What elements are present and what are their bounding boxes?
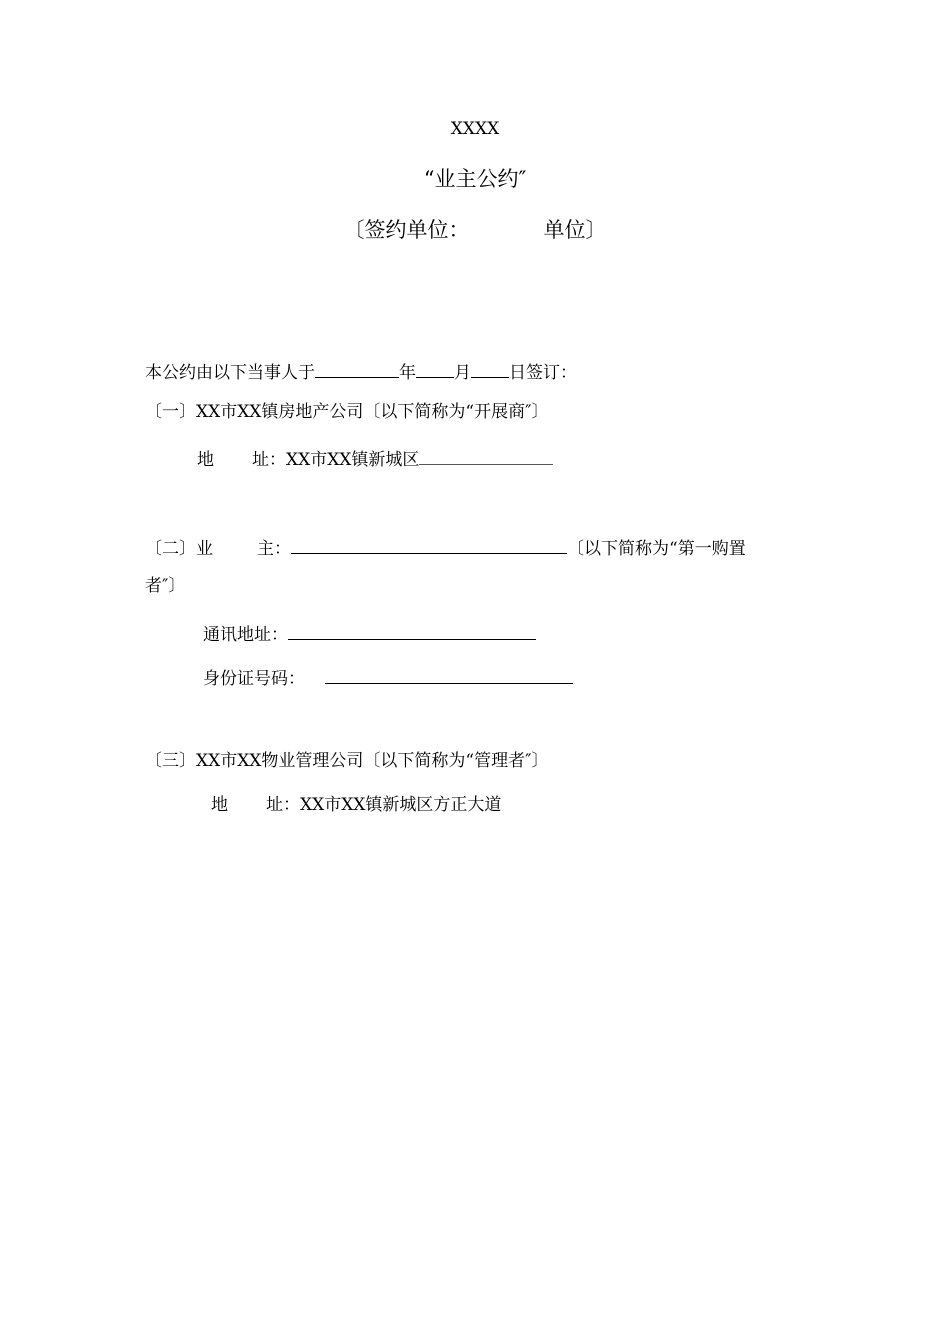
mail-address-blank (288, 622, 536, 640)
intro-line (145, 360, 577, 382)
mail-address-label: 通讯地址： (203, 625, 288, 645)
party2-owner-label: 主： (257, 539, 291, 559)
day-blank (471, 360, 509, 378)
party3-address-label-2: 址： (266, 795, 300, 815)
month-label: 月 (454, 363, 471, 383)
party3-address-line (211, 797, 501, 814)
month-blank (416, 360, 454, 378)
party3-line: 〔三〕XX市XX物业管理公司〔以下简称为“管理者″〕 (145, 751, 549, 771)
year-label: 年 (399, 363, 416, 383)
party2-suffix-cont: 者″〕 (145, 576, 186, 596)
mail-address-line (203, 622, 536, 644)
signing-unit-suffix: 单位〕 (543, 218, 607, 242)
party1-line: 〔一〕XX市XX镇房地产公司〔以下简称为“开展商″〕 (145, 402, 549, 422)
id-number-line (203, 666, 573, 688)
year-blank (315, 360, 399, 378)
party2-line (145, 536, 746, 558)
owner-name-blank (291, 536, 567, 554)
party1-address-blank (419, 448, 553, 465)
party1-address-value: XX市XX镇新城区 (286, 450, 420, 470)
signing-unit-prefix: 〔签约单位： (343, 218, 470, 242)
id-number-label: 身份证号码： (203, 669, 305, 689)
party3-address-value: XX市XX镇新城区方正大道 (300, 795, 502, 815)
intro-prefix: 本公约由以下当事人于 (145, 363, 315, 383)
party3-address-label-1: 地 (211, 795, 228, 815)
document-title: “业主公约″ (423, 167, 527, 191)
party2-suffix: 〔以下简称为“第一购置 (567, 539, 746, 559)
day-label: 日签订： (509, 363, 577, 383)
party2-prefix: 〔二〕业 (145, 539, 213, 559)
signing-unit-line (0, 220, 950, 241)
document-code: XXXX (450, 119, 500, 139)
party1-address-label-2: 址： (252, 450, 286, 470)
id-number-blank (325, 666, 573, 684)
party1-address-line (197, 448, 553, 469)
party1-address-label-1: 地 (197, 450, 214, 470)
